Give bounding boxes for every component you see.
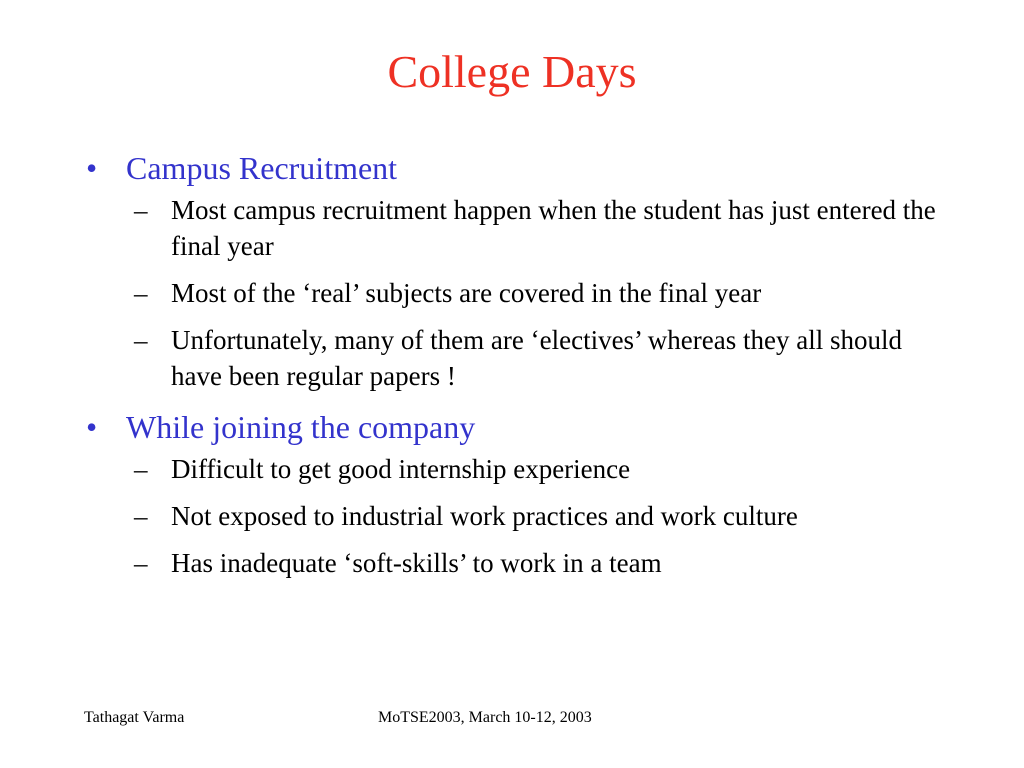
slide-content [84, 146, 944, 592]
sub-bullet [84, 451, 944, 487]
footer-author: Tathagat Varma [84, 709, 185, 726]
dash-icon: – [134, 278, 148, 308]
sub-bullet [84, 322, 944, 394]
bullet-joining-company [84, 405, 944, 449]
slide-title: College Days [387, 46, 637, 97]
sub-bullet-text: Unfortunately, many of them are ‘electives’ whereas they all should have been regular papers ! [171, 325, 902, 391]
sub-bullet-text: Most of the ‘real’ subjects are covered in the final year [171, 278, 762, 308]
dash-icon: – [134, 548, 148, 578]
sub-bullet-text: Not exposed to industrial work practices and work culture [171, 501, 798, 531]
bullet-icon: • [86, 409, 98, 445]
bullet-heading: Campus Recruitment [126, 150, 398, 186]
sub-bullet [84, 192, 944, 264]
sub-bullet-text: Has inadequate ‘soft-skills’ to work in a team [171, 548, 662, 578]
bullet-icon: • [86, 150, 98, 186]
sub-bullet [84, 545, 944, 581]
sub-bullet [84, 498, 944, 534]
dash-icon: – [134, 454, 148, 484]
sub-bullet-text: Most campus recruitment happen when the student has just entered the final year [171, 195, 936, 261]
sub-bullet [84, 275, 944, 311]
bullet-campus-recruitment [84, 146, 944, 190]
footer-event: MoTSE2003, March 10-12, 2003 [378, 709, 592, 726]
dash-icon: – [134, 325, 148, 355]
bullet-heading: While joining the company [126, 409, 476, 445]
sub-bullet-text: Difficult to get good internship experience [171, 454, 631, 484]
dash-icon: – [134, 195, 148, 225]
dash-icon: – [134, 501, 148, 531]
